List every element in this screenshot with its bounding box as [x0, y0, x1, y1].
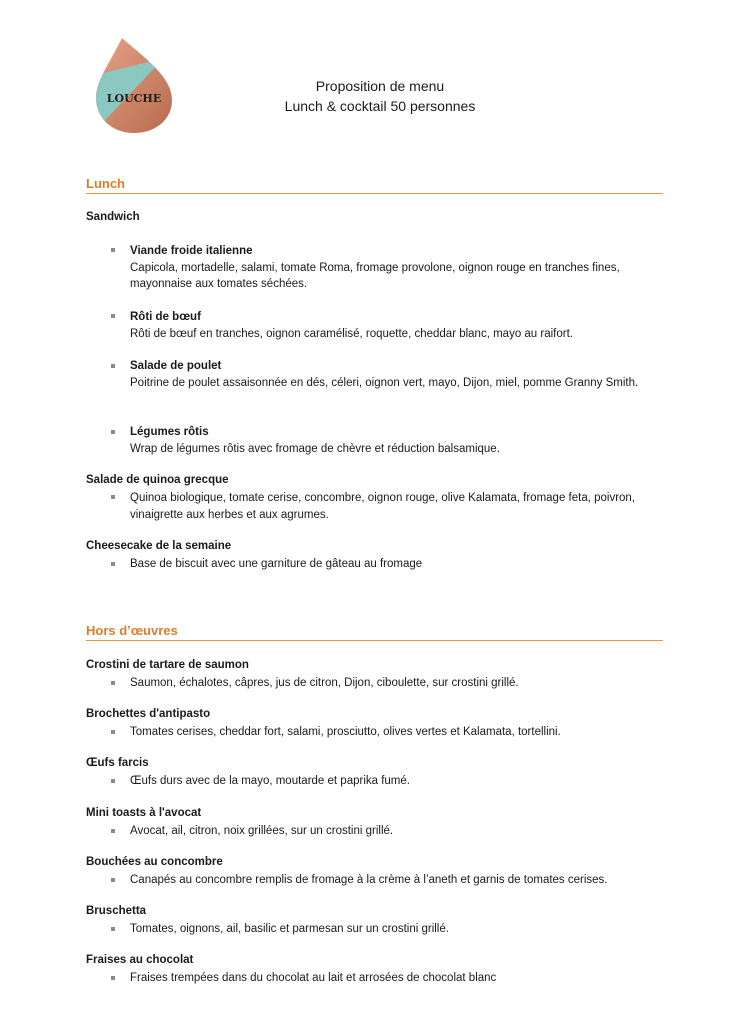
section-heading-lunch: Lunch [86, 176, 663, 194]
list-item: Œufs durs avec de la mayo, moutarde et paprika fumé. [130, 775, 410, 787]
group-title-quinoa: Salade de quinoa grecque [86, 474, 229, 486]
bullet-icon [111, 976, 115, 980]
list-item: Salade de poulet Poitrine de poulet assaisonnée en dés, céleri, oignon vert, mayo, Dijon, miel, pomme Granny Smith. [130, 360, 639, 389]
group-title: Brochettes d'antipasto [86, 708, 211, 720]
list-item: Avocat, ail, citron, noix grillées, sur un crostini grillé. [130, 825, 394, 837]
bullet-icon [111, 927, 115, 931]
title-line-1: Proposition de menu [315, 78, 445, 94]
bullet-icon [111, 779, 115, 783]
group-title: Fraises au chocolat [86, 954, 194, 966]
bullet-icon [111, 730, 115, 734]
group-title: Œufs farcis [86, 757, 149, 769]
list-item: Saumon, échalotes, câpres, jus de citron, Dijon, ciboulette, sur crostini grillé. [130, 677, 519, 689]
logo-wordmark: LOUCHE [106, 92, 162, 105]
list-item: Rôti de bœuf Rôti de bœuf en tranches, oignon caramélisé, roquette, cheddar blanc, mayo au raifort. [130, 311, 573, 340]
group-title-cheesecake: Cheesecake de la semaine [86, 540, 232, 552]
list-item: Tomates, oignons, ail, basilic et parmesan sur un crostini grillé. [130, 923, 449, 935]
list-item: Fraises trempées dans du chocolat au lait et arrosées de chocolat blanc [130, 972, 497, 984]
bullet-icon [111, 314, 115, 318]
section-heading-hors-doeuvres: Hors d’œuvres [86, 623, 663, 641]
group-title: Bruschetta [86, 905, 147, 917]
bullet-icon [111, 681, 115, 685]
list-item: Base de biscuit avec une garniture de gâteau au fromage [130, 558, 423, 570]
group-title: Bouchées au concombre [86, 856, 223, 868]
list-item: Viande froide italienne Capicola, mortadelle, salami, tomate Roma, fromage provolone, oignon rouge en tranches fines, mayonnaise aux tomates séchées. [130, 245, 620, 290]
bullet-icon [111, 562, 115, 566]
list-item: Quinoa biologique, tomate cerise, concombre, oignon rouge, olive Kalamata, fromage feta, poivron, vinaigrette aux herbes et aux agrumes. [130, 492, 636, 521]
group-title: Mini toasts à l'avocat [86, 807, 202, 819]
list-item: Tomates cerises, cheddar fort, salami, prosciutto, olives vertes et Kalamata, tortellini. [130, 726, 561, 738]
list-item: Canapés au concombre remplis de fromage à la crème à l’aneth et garnis de tomates cerises. [130, 874, 608, 886]
group-title-sandwich: Sandwich [86, 211, 140, 223]
bullet-icon [111, 248, 115, 252]
bullet-icon [111, 878, 115, 882]
group-title: Crostini de tartare de saumon [86, 659, 249, 671]
bullet-icon [111, 495, 115, 499]
list-item: Légumes rôtis Wrap de légumes rôtis avec fromage de chèvre et réduction balsamique. [130, 426, 500, 455]
bullet-icon [111, 364, 115, 368]
bullet-icon [111, 430, 115, 434]
bullet-icon [111, 829, 115, 833]
document-title [220, 76, 540, 116]
title-line-2: Lunch & cocktail 50 personnes [284, 98, 476, 114]
louche-logo [92, 36, 174, 134]
